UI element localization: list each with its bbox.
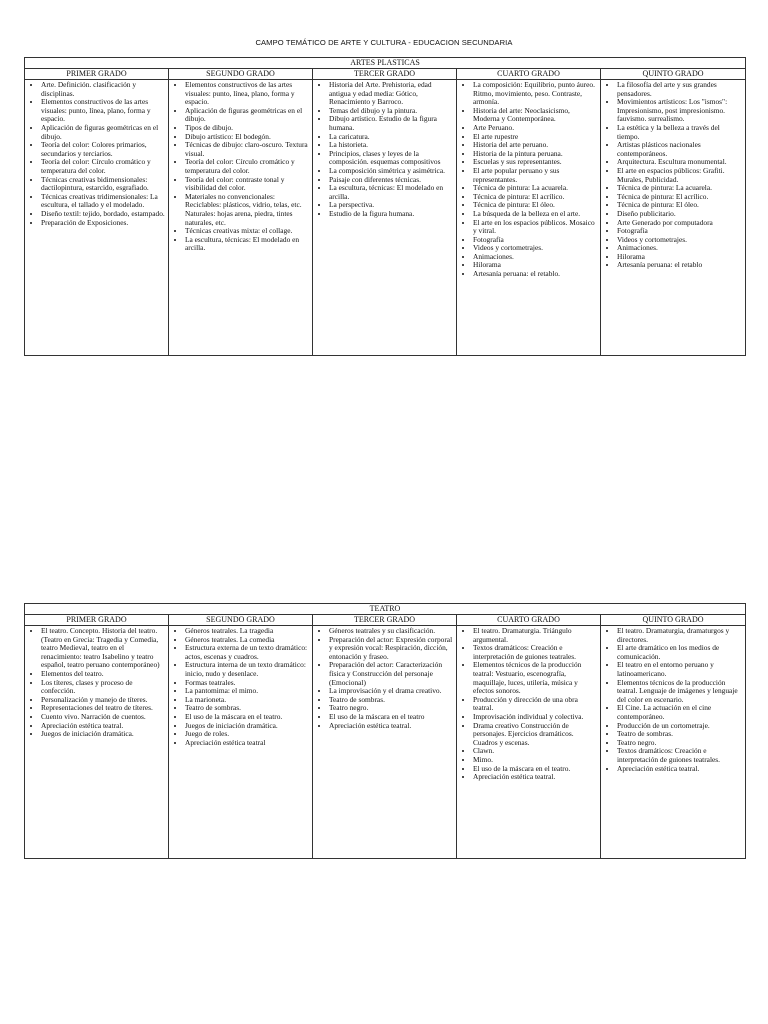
topic-item: • Diseño publicitario.: [617, 210, 743, 219]
topic-item: • Juegos de iniciación dramática.: [185, 722, 310, 731]
topic-item: • Teoría del color: Colores primarios, secundarios y terciarios.: [41, 141, 166, 158]
topic-item: • Producción de un cortometraje.: [617, 722, 743, 731]
topic-item: • La caricatura.: [329, 133, 454, 142]
topic-item: • La composición: Equilibrio, punto áureo. Ritmo, movimiento, peso. Contraste, armonía.: [473, 81, 598, 107]
topic-item: • Géneros teatrales. La comedia: [185, 636, 310, 645]
topics-cell-quinto: [601, 80, 746, 356]
topic-list: [601, 81, 745, 270]
topic-item: • Estudio de la figura humana.: [329, 210, 454, 219]
topic-item: • El arte popular peruano y sus representantes.: [473, 167, 598, 184]
topic-item: • Personalización y manejo de títeres.: [41, 696, 166, 705]
topic-item: • Hilorama: [473, 261, 598, 270]
topic-item: • Técnicas creativas mixta: el collage.: [185, 227, 310, 236]
topic-list: [601, 627, 745, 773]
topic-item: • El arte dramático en los medios de comunicación.: [617, 644, 743, 661]
topic-item: • Representaciones del teatro de títeres.: [41, 704, 166, 713]
topic-item: • Técnica de pintura: La acuarela.: [617, 184, 743, 193]
topic-item: • Artistas plásticos nacionales contemporáneos.: [617, 141, 743, 158]
topic-item: • Materiales no convencionales: Reciclables: plásticos, vidrio, telas, etc. Naturales: hojas arena, piedra, tintes naturales, etc.: [185, 193, 310, 227]
topic-item: • Aplicación de figuras geométricas en el dibujo.: [185, 107, 310, 124]
topic-item: • Técnica de pintura: El acrílico.: [473, 193, 598, 202]
section-title: ARTES PLASTICAS: [25, 58, 746, 69]
topic-item: • Teoría del color: contraste tonal y visibilidad del color.: [185, 176, 310, 193]
topic-item: • Teoría del color: Círculo cromático y temperatura del color.: [185, 158, 310, 175]
topic-item: • La escultura, técnicas: El modelado en arcilla.: [329, 184, 454, 201]
topic-item: • La composición simétrica y asimétrica.: [329, 167, 454, 176]
grade-header-primer: PRIMER GRADO: [25, 69, 169, 80]
topic-item: • Los títeres, clases y proceso de confección.: [41, 679, 166, 696]
topic-item: • Elementos constructivos de las artes visuales: punto, línea, plano, forma y espacio.: [185, 81, 310, 107]
topic-item: • Cuento vivo. Narración de cuentos.: [41, 713, 166, 722]
topic-list: [313, 81, 456, 219]
topic-item: • Apreciación estética teatral: [185, 739, 310, 748]
topic-item: • Historia del arte peruano.: [473, 141, 598, 150]
topic-item: • Fotografía: [617, 227, 743, 236]
topic-list: [169, 627, 312, 747]
topic-item: • Aplicación de figuras geométricas en el dibujo.: [41, 124, 166, 141]
topic-item: • Apreciación estética teatral.: [617, 765, 743, 774]
topic-item: • La historieta.: [329, 141, 454, 150]
topic-item: • La búsqueda de la belleza en el arte.: [473, 210, 598, 219]
topic-item: • Historia del Arte. Prehistoria, edad antigua y edad media: Gótico, Renacimiento y Barroco.: [329, 81, 454, 107]
topic-list: [169, 81, 312, 253]
topics-cell-segundo: [169, 80, 313, 356]
topic-list: [25, 81, 168, 227]
topic-item: • La pantomima: el mimo.: [185, 687, 310, 696]
topic-item: • Juegos de iniciación dramática.: [41, 730, 166, 739]
topic-item: • Teoría del color: Círculo cromático y temperatura del color.: [41, 158, 166, 175]
topic-item: • Teatro de sombras.: [329, 696, 454, 705]
topic-item: • La perspectiva.: [329, 201, 454, 210]
topic-item: • Técnica de pintura: El óleo.: [473, 201, 598, 210]
topic-item: • El teatro. Dramaturgia, dramaturgos y directores.: [617, 627, 743, 644]
topic-item: • Textos dramáticos: Creación e interpretación de guiones teatrales.: [473, 644, 598, 661]
topic-item: • Teatro negro.: [617, 739, 743, 748]
topics-cell-quinto: [601, 626, 746, 859]
topic-item: • Géneros teatrales y su clasificación.: [329, 627, 454, 636]
topic-item: • Técnica de pintura: El óleo.: [617, 201, 743, 210]
topic-item: • Juego de roles.: [185, 730, 310, 739]
grade-header-primer: PRIMER GRADO: [25, 615, 169, 626]
topic-item: • La escultura, técnicas: El modelado en arcilla.: [185, 236, 310, 253]
topic-item: • Paisaje con diferentes técnicas.: [329, 176, 454, 185]
topic-list: [25, 627, 168, 739]
topic-item: • Elementos constructivos de las artes visuales: punto, línea, plano, forma y espacio.: [41, 98, 166, 124]
topics-cell-primer: [25, 80, 169, 356]
topic-item: • Elementos del teatro.: [41, 670, 166, 679]
grade-header-quinto: QUINTO GRADO: [601, 615, 746, 626]
grade-header-segundo: SEGUNDO GRADO: [169, 69, 313, 80]
topic-item: • Escuelas y sus representantes.: [473, 158, 598, 167]
topic-item: • Artesanía peruana: el retablo.: [473, 270, 598, 279]
topic-item: • Arte. Definición. clasificación y disciplinas.: [41, 81, 166, 98]
topic-item: • Dibujo artístico. Estudio de la figura humana.: [329, 115, 454, 132]
topic-item: • La marioneta.: [185, 696, 310, 705]
topic-item: • El teatro en el entorno peruano y latinoamericano.: [617, 661, 743, 678]
topic-item: • Diseño textil: tejido, bordado, estampado.: [41, 210, 166, 219]
topic-item: • Principios, clases y leyes de la composición. esquemas compositivos: [329, 150, 454, 167]
topic-item: • Teatro de sombras.: [185, 704, 310, 713]
topic-item: • Videos y cortometrajes.: [617, 236, 743, 245]
grade-header-cuarto: CUARTO GRADO: [457, 615, 601, 626]
topic-item: • Hilorama: [617, 253, 743, 262]
topic-item: • Drama creativo Construcción de personajes. Ejercicios dramáticos. Cuadros y escenas.: [473, 722, 598, 748]
topic-item: • Preparación de Exposiciones.: [41, 219, 166, 228]
topic-item: • Textos dramáticos: Creación e interpretación de guiones teatrales.: [617, 747, 743, 764]
topic-item: • Artesanía peruana: el retablo: [617, 261, 743, 270]
topic-item: • Estructura externa de un texto dramático: actos, escenas y cuadros.: [185, 644, 310, 661]
grade-header-tercer: TERCER GRADO: [313, 69, 457, 80]
topic-item: • La filosofía del arte y sus grandes pensadores.: [617, 81, 743, 98]
topic-item: • Historia del arte: Neoclasicismo, Moderna y Contemporánea.: [473, 107, 598, 124]
topic-item: • El arte en los espacios públicos. Mosaico y vitral.: [473, 219, 598, 236]
topic-item: • Técnicas de dibujo: claro-oscuro. Textura visual.: [185, 141, 310, 158]
topic-item: • Improvisación individual y colectiva.: [473, 713, 598, 722]
topic-item: • Elementos técnicos de la producción teatral. Lenguaje de imágenes y lenguaje del color en escenario.: [617, 679, 743, 705]
topic-item: • Apreciación estética teatral.: [473, 773, 598, 782]
topics-cell-primer: [25, 626, 169, 859]
topic-item: • Animaciones.: [473, 253, 598, 262]
topics-cell-tercer: [313, 626, 457, 859]
topic-item: • Teatro negro.: [329, 704, 454, 713]
topics-cell-segundo: [169, 626, 313, 859]
topic-item: • Estructura interna de un texto dramático: inicio, nudo y desenlace.: [185, 661, 310, 678]
topic-item: • Apreciación estética teatral.: [329, 722, 454, 731]
topic-item: • Dibujo artístico: El bodegón.: [185, 133, 310, 142]
topic-item: • Técnicas creativas tridimensionales: La escultura, el tallado y el modelado.: [41, 193, 166, 210]
topic-item: • Arte Peruano.: [473, 124, 598, 133]
topic-item: • Animaciones.: [617, 244, 743, 253]
topic-item: • Elementos técnicos de la producción teatral: Vestuario, escenografía, maquillaje, luces, utilería, música y efectos sonoros.: [473, 661, 598, 695]
topic-item: • El arte en espacios públicos: Grafiti. Murales, Publicidad.: [617, 167, 743, 184]
topic-item: • Preparación del actor: Caracterización física y Construcción del personaje (Emocional): [329, 661, 454, 687]
topic-item: • La improvisación y el drama creativo.: [329, 687, 454, 696]
topic-item: • Tipos de dibujo.: [185, 124, 310, 133]
topic-item: • Arquitectura. Escultura monumental.: [617, 158, 743, 167]
artes-plasticas-table: [24, 57, 746, 356]
topic-item: • Géneros teatrales. La tragedia: [185, 627, 310, 636]
topic-item: • Preparación del actor: Expresión corporal y expresión vocal: Respiración, dicción, entonación y fraseo.: [329, 636, 454, 662]
topic-item: • Producción y dirección de una obra teatral.: [473, 696, 598, 713]
topic-item: • Videos y cortometrajes.: [473, 244, 598, 253]
topic-item: • El uso de la máscara en el teatro.: [185, 713, 310, 722]
topic-item: • El Cine. La actuación en el cine contemporáneo.: [617, 704, 743, 721]
topic-item: • El arte rupestre: [473, 133, 598, 142]
topic-item: • Historia de la pintura peruana.: [473, 150, 598, 159]
topic-list: [457, 81, 600, 279]
topic-item: • La estética y la belleza a través del tiempo.: [617, 124, 743, 141]
topic-item: • El teatro. Dramaturgia. Triángulo argumental.: [473, 627, 598, 644]
topic-item: • Técnica de pintura: El acrílico.: [617, 193, 743, 202]
topic-item: • Arte Generado por computadora: [617, 219, 743, 228]
topic-item: • Movimientos artísticos: Los "ismos": Impresionismo, post impresionismo. fauvismo. surrealismo.: [617, 98, 743, 124]
grade-header-tercer: TERCER GRADO: [313, 615, 457, 626]
topics-cell-cuarto: [457, 626, 601, 859]
topic-item: • Teatro de sombras.: [617, 730, 743, 739]
topic-item: • El teatro. Concepto. Historia del teatro. (Teatro en Grecia: Tragedia y Comedia, teatro Medieval, teatro en el renacimiento: teatro Isabelino y teatro español, teatro peruano contemporáneo): [41, 627, 166, 670]
topics-cell-cuarto: [457, 80, 601, 356]
grade-header-quinto: QUINTO GRADO: [601, 69, 746, 80]
topic-item: • Fotografía: [473, 236, 598, 245]
section-title: TEATRO: [25, 604, 746, 615]
topic-item: • Mimo.: [473, 756, 598, 765]
topic-item: • El uso de la máscara en el teatro: [329, 713, 454, 722]
topic-item: • Temas del dibujo y la pintura.: [329, 107, 454, 116]
grade-header-segundo: SEGUNDO GRADO: [169, 615, 313, 626]
topic-item: • Técnica de pintura: La acuarela.: [473, 184, 598, 193]
teatro-table: [24, 603, 746, 859]
topic-item: • Clawn.: [473, 747, 598, 756]
topic-item: • Técnicas creativas bidimensionales: dactilopintura, estarcido, esgrafiado.: [41, 176, 166, 193]
grade-header-cuarto: CUARTO GRADO: [457, 69, 601, 80]
topic-list: [313, 627, 456, 730]
topic-item: • El uso de la máscara en el teatro.: [473, 765, 598, 774]
topics-cell-tercer: [313, 80, 457, 356]
topic-item: • Apreciación estética teatral.: [41, 722, 166, 731]
topic-item: • Formas teatrales.: [185, 679, 310, 688]
document-title: CAMPO TEMÁTICO DE ARTE Y CULTURA - EDUCACION SECUNDARIA: [255, 38, 513, 47]
topic-list: [457, 627, 600, 782]
